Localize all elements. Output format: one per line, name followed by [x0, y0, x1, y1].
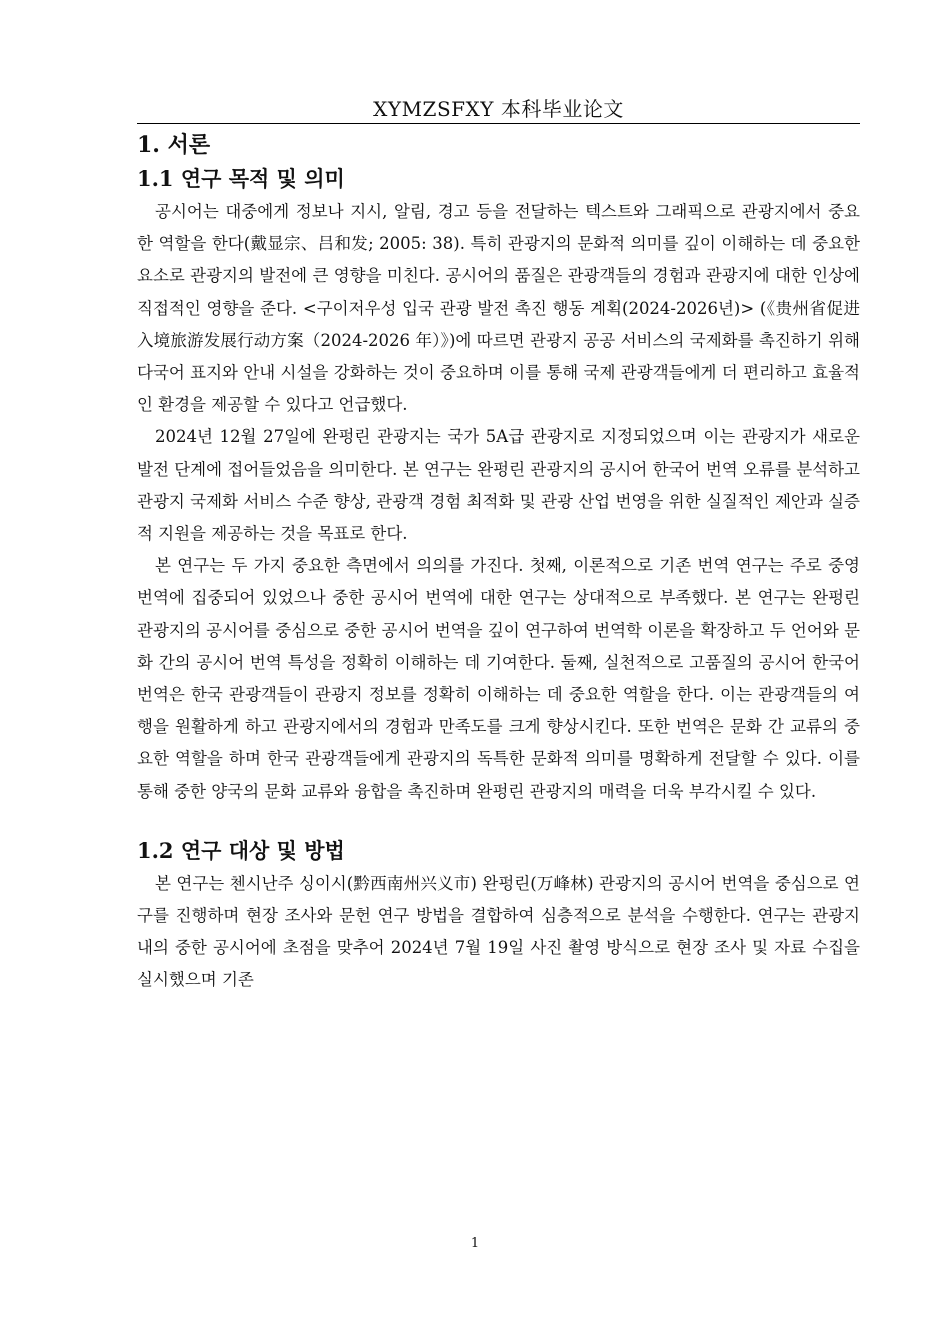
- header-title: XYMZSFXY 本科毕业论文: [373, 97, 624, 121]
- section-title-1-1: 1.1 연구 목적 및 의미: [137, 166, 345, 191]
- page-number: 1: [470, 1236, 480, 1251]
- paragraph: 2024년 12월 27일에 완펑린 관광지는 국가 5A급 관광지로 지정되었으며 이는 관광지가 새로운 발전 단계에 접어들었음을 의미한다. 본 연구는 완펑린 관광지의 공시어 한국어 번역 오류를 분석하고 관광지 국제화 서비스 수준 향상, 관광객 경험 최적화 및 관광 산업 번영을 위한 실질적인 제안과 실증적 지원을 제공하는 것을 목표로 한다.: [137, 427, 860, 544]
- page-header: [137, 93, 860, 124]
- document-body: [137, 124, 860, 997]
- chapter-title: 1. 서론: [137, 132, 211, 158]
- paragraph: 본 연구는 두 가지 중요한 측면에서 의의를 가진다. 첫째, 이론적으로 기존 번역 연구는 주로 중영 번역에 집중되어 있었으나 중한 공시어 번역에 대한 연구는 상대적으로 부족했다. 본 연구는 완펑린 관광지의 공시어를 중심으로 중한 공시어 번역을 깊이 연구하여 번역학 이론을 확장하고 두 언어와 문화 간의 공시어 번역 특성을 정확히 이해하는 데 기여한다. 둘째, 실천적으로 고품질의 공시어 한국어 번역은 한국 관광객들이 관광지 정보를 정확히 이해하는 데 중요한 역할을 한다. 이는 관광객들의 여행을 원활하게 하고 관광지에서의 경험과 만족도를 크게 향상시킨다. 또한 번역은 문화 간 교류의 중요한 역할을 하며 한국 관광객들에게 관광지의 독특한 문화적 의미를 명확하게 전달할 수 있다. 이를 통해 중한 양국의 문화 교류와 융합을 촉진하며 완펑린 관광지의 매력을 더욱 부각시킬 수 있다.: [137, 556, 860, 801]
- paragraph: 본 연구는 첸시난주 싱이시(黔西南州兴义市) 완펑린(万峰林) 관광지의 공시어 번역을 중심으로 연구를 진행하며 현장 조사와 문헌 연구 방법을 결합하여 심층적으로 분석을 수행한다. 연구는 관광지 내의 중한 공시어에 초점을 맞추어 2024년 7월 19일 사진 촬영 방식으로 현장 조사 및 자료 수집을 실시했으며 기존: [137, 873, 860, 990]
- section-title-1-2: 1.2 연구 대상 및 방법: [137, 837, 345, 863]
- paragraph: 공시어는 대중에게 정보나 지시, 알림, 경고 등을 전달하는 텍스트와 그래픽으로 관광지에서 중요한 역할을 한다(戴显宗、吕和发; 2005: 38). 특히 관광지의 문화적 의미를 깊이 이해하는 데 중요한 요소로 관광지의 발전에 큰 영향을 미친다. 공시어의 품질은 관광객들의 경험과 관광지에 대한 인상에 직접적인 영향을 준다. <구이저우성 입국 관광 발전 촉진 행동 계획(2024-2026년)> (《贵州省促进入境旅游发展行动方案（2024-2026 年）》)에 따르면 관광지 공공 서비스의 국제화를 촉진하기 위해 다국어 표지와 안내 시설을 강화하는 것이 중요하며 이를 통해 국제 관광객들에게 더 편리하고 효율적인 환경을 제공할 수 있다고 언급했다.: [137, 202, 860, 415]
